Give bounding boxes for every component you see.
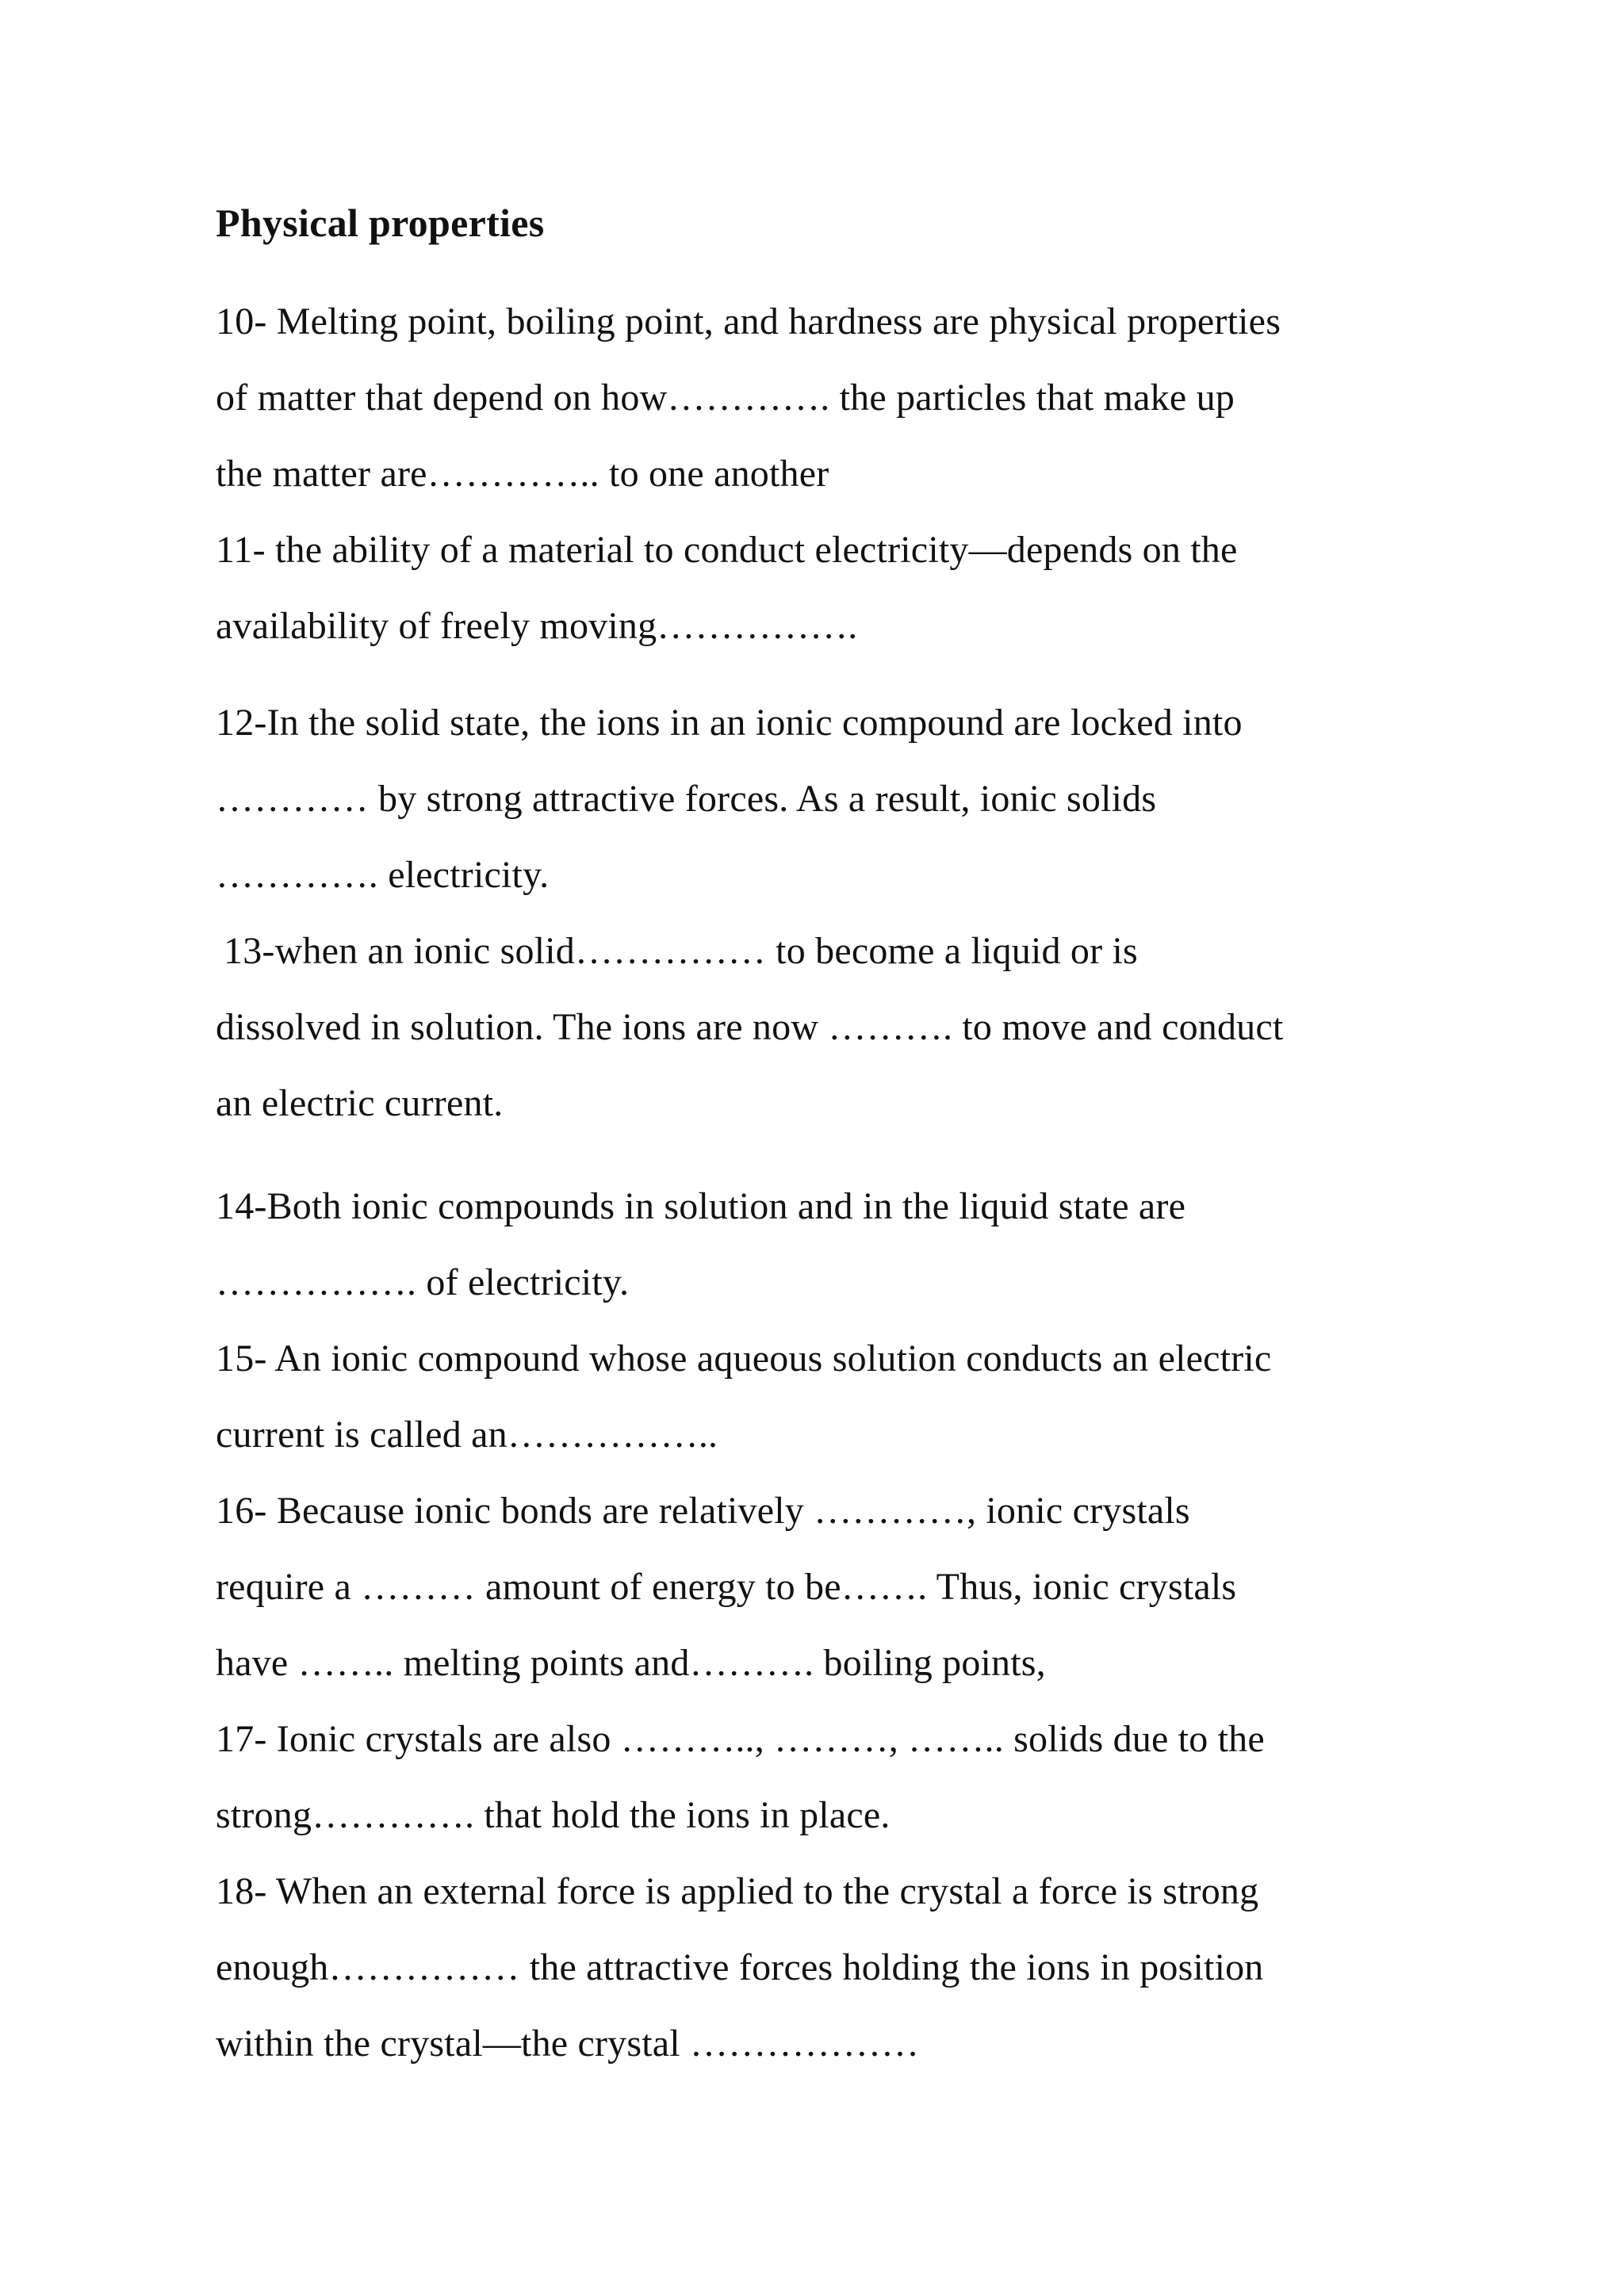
text-line: have …….. melting points and………. boiling points, [216, 1642, 1046, 1684]
text-line: 12-In the solid state, the ions in an ionic compound are locked into [216, 702, 1243, 744]
text-line: current is called an…………….. [216, 1414, 718, 1456]
text-line: 16- Because ionic bonds are relatively …………, ionic crystals [216, 1490, 1190, 1532]
text-line: the matter are………….. to one another [216, 453, 829, 495]
text-line: 10- Melting point, boiling point, and hardness are physical properties [216, 300, 1281, 342]
text-line: availability of freely moving……………. [216, 605, 858, 647]
text-line: within the crystal—the crystal ……………… [216, 2022, 920, 2064]
text-line: 13-when an ionic solid…………… to become a liquid or is [224, 930, 1138, 972]
text-line: an electric current. [216, 1082, 504, 1124]
text-line: 14-Both ionic compounds in solution and in the liquid state are [216, 1185, 1186, 1227]
text-line: require a ……… amount of energy to be……. Thus, ionic crystals [216, 1566, 1237, 1608]
text-line: ……………. of electricity. [216, 1261, 630, 1303]
text-line: ………… by strong attractive forces. As a result, ionic solids [216, 778, 1157, 820]
text-line: 15- An ionic compound whose aqueous solution conducts an electric [216, 1337, 1272, 1380]
text-line: 17- Ionic crystals are also ……….., ………, …….. solids due to the [216, 1718, 1265, 1760]
text-line: strong…………. that hold the ions in place. [216, 1794, 891, 1836]
text-line: 11- the ability of a material to conduct electricity—depends on the [216, 529, 1238, 571]
text-line: 18- When an external force is applied to the crystal a force is strong [216, 1870, 1259, 1912]
text-line: of matter that depend on how…………. the particles that make up [216, 377, 1235, 419]
text-line: enough…………… the attractive forces holding the ions in position [216, 1946, 1264, 1988]
section-heading: Physical properties [216, 201, 545, 245]
text-line: …………. electricity. [216, 854, 550, 896]
text-line: dissolved in solution. The ions are now ………. to move and conduct [216, 1006, 1284, 1048]
